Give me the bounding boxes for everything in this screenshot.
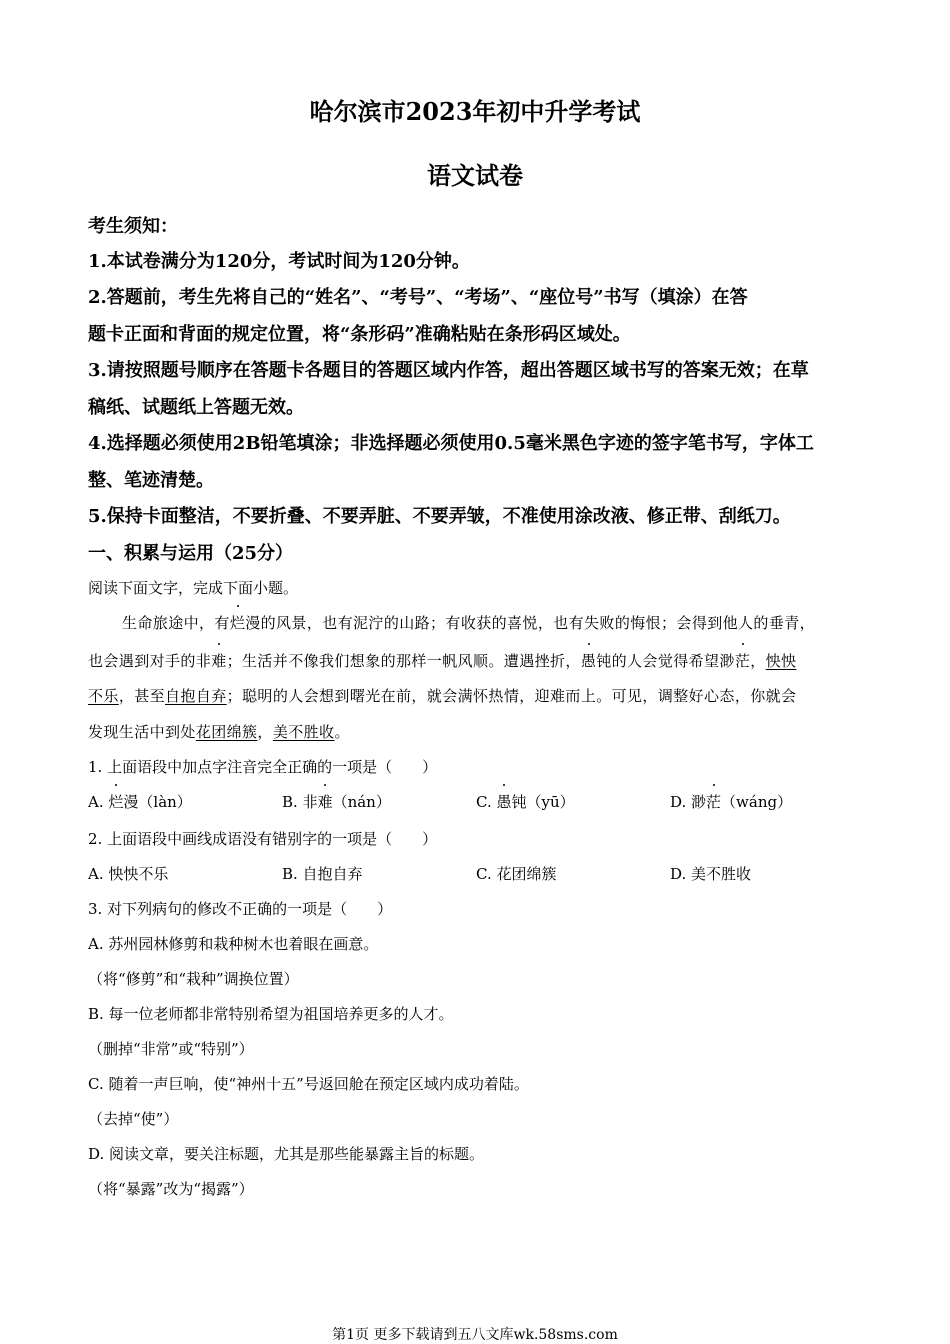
option-text: （nán） — [332, 793, 391, 811]
reading-instruction: 阅读下面文字，完成下面小题。 — [88, 579, 299, 597]
q3-option-a[interactable]: A. 苏州园林修剪和栽种树木也着眼在画意。 — [88, 935, 379, 953]
option-text: 钝（yū） — [511, 793, 575, 811]
passage-line-2 — [88, 650, 796, 671]
q1-option-b[interactable] — [282, 791, 391, 812]
dotted-char: 难 — [211, 652, 227, 670]
dotted-char: 烂 — [108, 793, 124, 811]
passage-text: 。 — [334, 723, 350, 741]
option-label: D. 渺 — [670, 793, 707, 811]
notice-item-2a: 2.答题前，考生先将自己的“姓名”、“考号”、“考场”、“座位号”书写（填涂）在答 — [88, 287, 748, 308]
page-footer: 第1页 更多下载请到五八文库wk.58sms.com — [332, 1327, 618, 1343]
passage-text: 发现生活中到处 — [88, 723, 196, 741]
q1-option-d[interactable] — [670, 791, 792, 812]
q3-option-d[interactable]: D. 阅读文章，要关注标题，尤其是那些能暴露主旨的标题。 — [88, 1145, 485, 1163]
notice-item-3a: 3.请按照题号顺序在答题卡各题目的答题区域内作答，超出答题区域书写的答案无效；在草 — [88, 360, 809, 381]
notice-item-2b: 题卡正面和背面的规定位置，将“条形码”准确粘贴在条形码区域处。 — [88, 324, 631, 345]
notice-item-4b: 整、笔迹清楚。 — [88, 470, 214, 491]
dotted-char: 茫 — [734, 652, 751, 670]
q2-option-a[interactable]: A. 怏怏不乐 — [88, 865, 169, 883]
notice-item-4a: 4.选择题必须使用2B铅笔填涂；非选择题必须使用0.5毫米黑色字迹的签字笔书写，字体工 — [88, 433, 814, 454]
passage-text: ， — [257, 723, 273, 741]
q3-option-d-fix: （将“暴露”改为“揭露”） — [88, 1180, 254, 1198]
passage-text: ；生活并不像我们想象的那样一帆风顺。遭遇挫折， — [226, 652, 581, 670]
q2-option-c[interactable]: C. 花团绵簇 — [476, 865, 557, 883]
notice-item-1: 1.本试卷满分为120分，考试时间为120分钟。 — [88, 251, 470, 272]
underlined-idiom: 自抱自弃 — [165, 687, 227, 705]
option-label: C. — [476, 793, 497, 811]
dotted-char: 烂 — [229, 614, 246, 632]
passage-text: 漫的风景，也有泥泞的山路；有收获的喜悦，也有失败的悔恨；会得到他人的垂青， — [245, 614, 816, 632]
passage-text: ， — [750, 652, 766, 670]
section-heading: 一、积累与运用（25分） — [88, 543, 294, 564]
dotted-char: 愚 — [580, 652, 597, 670]
passage-text: ；聪明的人会想到曙光在前，就会满怀热情，迎难而上。可见，调整好心态，你就会 — [226, 687, 797, 705]
page-title: 哈尔滨市2023年初中升学考试 — [309, 97, 641, 126]
dotted-char: 愚 — [496, 793, 512, 811]
q2-option-d[interactable]: D. 美不胜收 — [670, 865, 752, 883]
passage-line-1 — [122, 612, 815, 633]
notice-item-5: 5.保持卡面整洁，不要折叠、不要弄脏、不要弄皱，不准使用涂改液、修正带、刮纸刀。 — [88, 506, 791, 527]
underlined-idiom: 不乐 — [88, 687, 119, 705]
option-text: 漫（làn） — [123, 793, 192, 811]
question-2-stem: 2. 上面语段中画线成语没有错别字的一项是（ ） — [88, 830, 438, 848]
passage-line-4 — [88, 721, 350, 742]
question-1-stem: 1. 上面语段中加点字注音完全正确的一项是（ ） — [88, 758, 438, 776]
q3-option-a-fix: （将“修剪”和“栽种”调换位置） — [88, 970, 299, 988]
underlined-idiom: 花团绵簇 — [195, 723, 258, 741]
underlined-idiom: 美不胜收 — [272, 723, 335, 741]
q3-option-b-fix: （删掉“非常”或“特别”） — [88, 1040, 254, 1058]
q3-option-c-fix: （去掉“使”） — [88, 1110, 179, 1128]
dotted-char: 难 — [317, 793, 333, 811]
passage-text: 钝的人会觉得希望渺 — [596, 652, 735, 670]
passage-line-3 — [88, 685, 796, 706]
q2-option-b[interactable]: B. 自抱自弃 — [282, 865, 363, 883]
question-3-stem: 3. 对下列病句的修改不正确的一项是（ ） — [88, 900, 393, 918]
passage-text: ，甚至 — [118, 687, 166, 705]
passage-text: 生命旅途中，有 — [122, 614, 230, 632]
option-label: B. 非 — [282, 793, 318, 811]
option-label: A. — [88, 793, 109, 811]
underlined-idiom: 怏怏 — [765, 652, 797, 670]
notice-item-3b: 稿纸、试题纸上答题无效。 — [88, 397, 304, 418]
notice-heading: 考生须知： — [88, 216, 178, 237]
q3-option-b[interactable]: B. 每一位老师都非常特别希望为祖国培养更多的人才。 — [88, 1005, 454, 1023]
q3-option-c[interactable]: C. 随着一声巨响，使“神州十五”号返回舱在预定区域内成功着陆。 — [88, 1075, 529, 1093]
dotted-char: 茫 — [706, 793, 722, 811]
option-text: （wáng） — [721, 793, 793, 811]
page-subtitle: 语文试卷 — [427, 161, 523, 190]
q1-option-a[interactable] — [88, 791, 192, 812]
passage-text: 也会遇到对手的非 — [88, 652, 212, 670]
q1-option-c[interactable] — [476, 791, 575, 812]
